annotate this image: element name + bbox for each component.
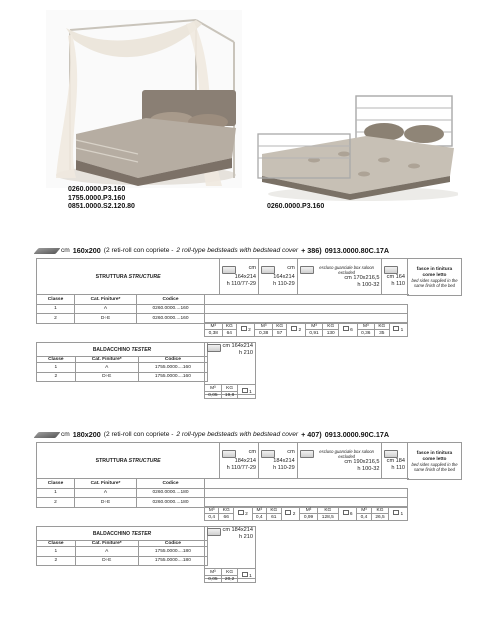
unit-label: KG	[221, 569, 238, 576]
table-cell: 1	[37, 363, 76, 373]
structure-table	[36, 442, 462, 480]
structure-table	[36, 258, 462, 296]
unit-label: KG	[317, 507, 338, 514]
canopy-bed-photo	[46, 10, 242, 188]
col-header: Codice	[137, 295, 205, 305]
table-cell: 1	[37, 547, 76, 557]
col-header: Cat. Finiture*	[75, 357, 138, 363]
section-header	[36, 430, 389, 439]
col-header: Codice	[137, 479, 205, 489]
unit-value: 0,38	[205, 330, 223, 337]
col-header: Classe	[37, 541, 76, 547]
unit-value: 130	[323, 330, 339, 337]
structure-title: STRUTTURA STRUCTURE	[37, 443, 220, 479]
unit-label: KG	[375, 323, 390, 330]
option-1: cm 184x214 h 110/77-29	[220, 443, 259, 479]
option-2: cm 184x214 h 110-29	[259, 443, 298, 479]
table-cell: 2	[37, 372, 76, 382]
bed-box-icon	[300, 266, 314, 274]
package-icon	[393, 510, 399, 515]
table-cell: A	[75, 304, 137, 314]
bed-side-icon	[384, 450, 398, 458]
photo-codes-left	[68, 186, 135, 212]
size-prefix: cm	[61, 431, 70, 438]
table-cell: 1755.0000....180	[138, 547, 207, 557]
desc-it: (2 reti-roll con copriete -	[103, 431, 174, 438]
unit-value: 66	[219, 514, 234, 521]
desc-en: 2 roll-type bedsteads with bedstead cover	[176, 431, 299, 438]
unit-label: M³	[205, 385, 222, 392]
table-cell: 1755.0000....180	[138, 556, 207, 566]
desc-it: (2 reti-roll con copriete -	[103, 247, 174, 254]
col-header: Cat. Finiture*	[75, 479, 137, 489]
unit-label: KG	[371, 507, 389, 514]
table-cell: 1	[37, 304, 75, 314]
unit-label: KG	[323, 323, 339, 330]
unit-label: M³	[300, 507, 318, 514]
unit-value: 57	[272, 330, 287, 337]
col-header: Classe	[37, 295, 75, 305]
mattress-icon	[33, 248, 60, 254]
photo-code-right: 0260.0000.P3.160	[267, 203, 325, 210]
structure-title: STRUTTURA STRUCTURE	[37, 259, 220, 295]
table-cell: 1755.0000....160	[138, 363, 207, 373]
table-cell: 1755.0000....160	[138, 372, 207, 382]
package-icon	[285, 510, 291, 515]
unit-value: 20,2	[221, 576, 238, 583]
table-cell: 0260.0000....160	[137, 304, 205, 314]
units-table: M³ KG 2 M³ KG 2 M³ KG 6 M³ KG 1 0,38 64 0,38 57 0,91 130 0,36 35	[204, 322, 408, 337]
mattress-icon	[33, 432, 60, 438]
unit-value: 0,38	[255, 330, 273, 337]
unit-label: KG	[272, 323, 287, 330]
bed-box-icon	[300, 450, 314, 458]
tester-title: BALDACCHINO TESTER	[37, 343, 208, 357]
finish-table	[36, 478, 408, 508]
side-note: fasce in tinitura come letto bed sides supplied in the same finish of the bed	[408, 443, 462, 480]
desc-en: 2 roll-type bedsteads with bedstead cover	[176, 247, 299, 254]
bed-icon	[222, 266, 236, 274]
finish-table	[36, 294, 408, 324]
unit-label: M³	[357, 323, 375, 330]
table-cell: A	[75, 488, 137, 498]
unit-label: M³	[305, 323, 323, 330]
canopy-icon	[207, 528, 221, 536]
package-icon	[393, 326, 399, 331]
table-cell: 0260.0000....160	[137, 314, 205, 324]
col-header: Codice	[138, 357, 207, 363]
package-icon	[343, 326, 349, 331]
package-icon	[238, 510, 244, 515]
unit-value: 0,4	[252, 514, 266, 521]
unit-label: M³	[252, 507, 266, 514]
tester-table	[36, 526, 208, 566]
option-4: cm 184 h 110	[382, 443, 408, 479]
unit-value: 0,4	[357, 514, 371, 521]
unit-label: M³	[205, 569, 222, 576]
extra: + 407)	[301, 430, 322, 439]
unit-value: 128,5	[317, 514, 338, 521]
section-code: 0913.0000.90C.17A	[324, 430, 390, 439]
code-line: 0851.0000.S2.120.80	[68, 203, 135, 210]
unit-label: KG	[222, 323, 237, 330]
table-cell: 1	[37, 488, 75, 498]
table-cell: 0260.0000....180	[137, 488, 205, 498]
canopy-icon	[207, 344, 221, 352]
tester-units-table: M³ KG 1 0,05 19,8	[204, 384, 256, 399]
unit-label: M³	[205, 323, 223, 330]
package-icon	[291, 326, 297, 331]
table-cell: D÷E	[75, 314, 137, 324]
package-icon	[242, 572, 248, 577]
option-3: escluso guanciale box saloon excluded cm 170x216,5 h 100-32	[297, 259, 382, 295]
code-line: 1755.0000.P3.160	[68, 194, 126, 202]
tester-units-table: M³ KG 1 0,05 20,2	[204, 568, 256, 583]
size: 160x200	[72, 246, 101, 255]
option-1: cm 164x214 h 110/77-29	[220, 259, 259, 295]
section-header	[36, 246, 389, 255]
package-icon	[343, 510, 349, 515]
col-header: Classe	[37, 357, 76, 363]
package-icon	[241, 326, 247, 331]
side-note: fasce in tinitura come letto bed sides supplied in the same finish of the bed	[408, 259, 462, 296]
unit-label: M³	[255, 323, 273, 330]
package-icon	[242, 388, 248, 393]
table-cell: 0260.0000....180	[137, 498, 205, 508]
unit-value: 19,8	[221, 392, 238, 399]
col-header: Classe	[37, 479, 75, 489]
unit-value: 0,91	[305, 330, 323, 337]
unit-label: KG	[221, 385, 238, 392]
tester-title: BALDACCHINO TESTER	[37, 527, 208, 541]
option-2: cm 164x214 h 110-29	[259, 259, 298, 295]
iron-bed-photo	[254, 90, 458, 202]
size: 180x200	[72, 430, 101, 439]
bed-icon	[261, 450, 275, 458]
table-cell: D÷E	[75, 498, 137, 508]
table-cell: D÷E	[75, 556, 138, 566]
bed-side-icon	[384, 266, 398, 274]
tester-dim: cm 164x214 h 210	[205, 343, 256, 395]
units-table: M³ KG 2 M³ KG 2 M³ KG 6 M³ KG 1 0,4 66 0,4 61 0,99 128,5 0,4 26,5	[204, 506, 408, 521]
unit-value: 0,36	[357, 330, 375, 337]
option-3: escluso guanciale box saloon excluded cm 190x216,5 h 100-32	[297, 443, 382, 479]
unit-value: 35	[375, 330, 390, 337]
unit-value: 0,05	[205, 576, 222, 583]
table-cell: 2	[37, 556, 76, 566]
tester-dim: cm 184x214 h 210	[205, 527, 256, 579]
extra: + 386)	[301, 246, 322, 255]
unit-label: KG	[266, 507, 281, 514]
unit-value: 0,05	[205, 392, 222, 399]
code-line: 0260.0000.P3.160	[68, 186, 126, 193]
unit-value: 26,5	[371, 514, 389, 521]
section-code: 0913.0000.80C.17A	[324, 246, 390, 255]
table-cell: D÷E	[75, 372, 138, 382]
table-cell: 2	[37, 498, 75, 508]
table-cell: A	[75, 363, 138, 373]
col-header: Cat. Finiture*	[75, 295, 137, 305]
col-header: Codice	[138, 541, 207, 547]
bed-icon	[261, 266, 275, 274]
unit-value: 61	[266, 514, 281, 521]
table-cell: A	[75, 547, 138, 557]
option-4: cm 164 h 110	[382, 259, 408, 295]
unit-value: 0,99	[300, 514, 318, 521]
bed-icon	[222, 450, 236, 458]
tester-table	[36, 342, 208, 382]
col-header: Cat. Finiture*	[75, 541, 138, 547]
unit-label: KG	[219, 507, 234, 514]
unit-label: M³	[205, 507, 219, 514]
unit-value: 64	[222, 330, 237, 337]
unit-value: 0,4	[205, 514, 219, 521]
table-cell: 2	[37, 314, 75, 324]
size-prefix: cm	[61, 247, 70, 254]
unit-label: M³	[357, 507, 371, 514]
